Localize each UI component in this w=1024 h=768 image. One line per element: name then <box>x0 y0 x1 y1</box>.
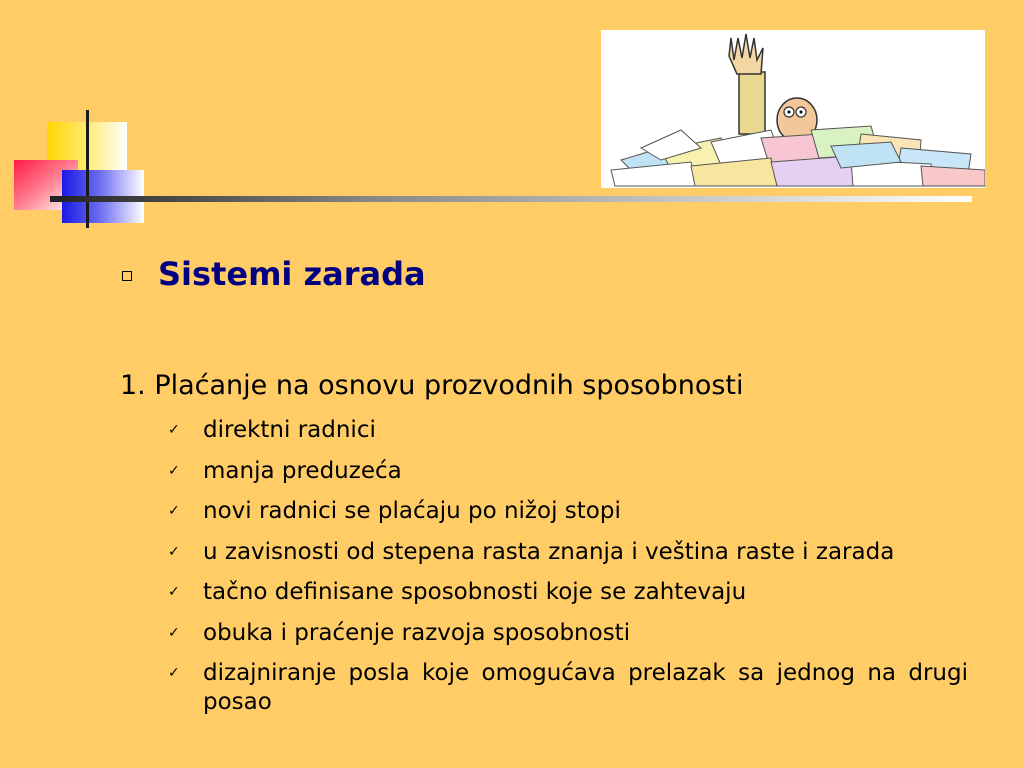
checkmark-icon: ✓ <box>168 422 180 438</box>
list-item: ✓ dizajniranje posla koje omogućava prelazak sa jednog na drugi posao <box>168 660 968 715</box>
checkmark-icon: ✓ <box>168 543 180 560</box>
clipart-image <box>601 30 985 188</box>
decor-vertical-line <box>86 110 89 228</box>
checkmark-icon: ✓ <box>168 584 180 600</box>
checkmark-icon: ✓ <box>168 624 180 641</box>
checkmark-icon: ✓ <box>168 665 180 681</box>
checkmark-icon: ✓ <box>168 462 180 479</box>
buried-in-paperwork-illustration <box>601 30 985 188</box>
header-divider-line <box>50 196 972 202</box>
checklist <box>168 416 968 729</box>
checkmark-icon: ✓ <box>168 503 180 519</box>
raised-hand-icon <box>729 34 765 134</box>
list-item: ✓ obuka i praćenje razvoja sposobnosti <box>168 619 631 646</box>
page-title: Sistemi zarada <box>158 255 426 293</box>
slide-heading <box>122 255 426 293</box>
hollow-square-icon <box>122 271 132 281</box>
list-item: ✓ novi radnici se plaćaju po nižoj stopi <box>168 498 621 524</box>
numbered-subheading: 1. Plaćanje na osnovu prozvodnih sposobnosti <box>120 370 744 401</box>
list-item: ✓ manja preduzeća <box>168 457 402 484</box>
list-item: ✓ tačno definisane sposobnosti koje se zahtevaju <box>168 579 747 605</box>
list-item: ✓ u zavisnosti od stepena rasta znanja i veština raste i zarada <box>168 538 895 565</box>
list-item: ✓ direktni radnici <box>168 417 376 443</box>
corner-decoration <box>0 0 160 240</box>
